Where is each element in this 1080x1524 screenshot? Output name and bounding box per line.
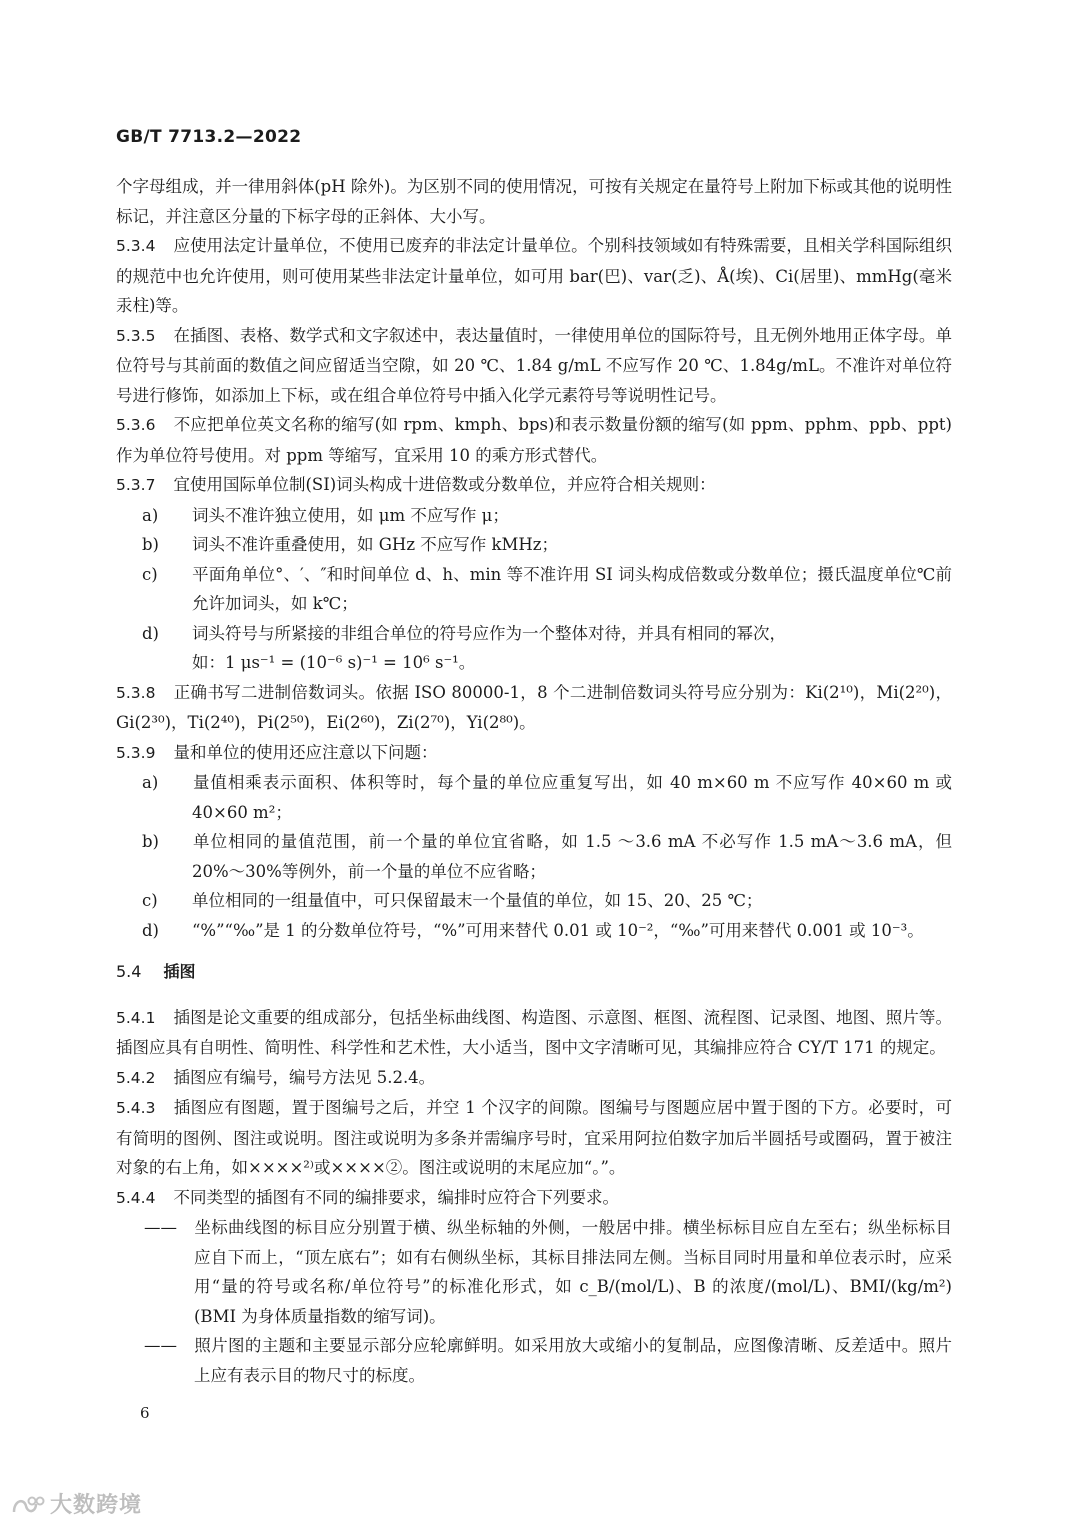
page-content — [116, 172, 952, 1390]
dash-item — [116, 1213, 952, 1331]
clause-number: 5.3.9 — [116, 743, 156, 762]
watermark-logo-icon — [10, 1494, 46, 1518]
section-heading — [116, 957, 952, 987]
list-text: 单位相同的量值范围，前一个量的单位宜省略，如 1.5 ～3.6 mA 不必写作 1.5 mA～3.6 mA，但 20%～30%等例外，前一个量的单位不应省略； — [192, 832, 952, 881]
clause-number: 5.3.8 — [116, 683, 156, 702]
page-number: 6 — [140, 1404, 150, 1422]
list-item — [116, 619, 952, 678]
list-label: a) — [142, 773, 159, 792]
clause-number: 5.4.4 — [116, 1188, 156, 1207]
clause-5-3-9 — [116, 738, 952, 769]
list-item — [116, 768, 952, 827]
list-item — [116, 916, 952, 946]
dash-label: —— — [144, 1218, 177, 1237]
list-item — [116, 560, 952, 619]
list-text: 量值相乘表示面积、体积等时，每个量的单位应重复写出，如 40 m×60 m 不应写作 40×60 m 或 40×60 m²； — [192, 773, 952, 822]
clause-number: 5.4.3 — [116, 1099, 156, 1117]
clause-text: 不同类型的插图有不同的编排要求，编排时应符合下列要求。 — [173, 1187, 619, 1207]
list-label: a) — [142, 505, 159, 525]
dash-label: —— — [144, 1336, 177, 1355]
list-label: d) — [142, 623, 159, 643]
list-label: c) — [142, 891, 158, 910]
watermark — [10, 1488, 142, 1519]
clause-5-4-3 — [116, 1093, 952, 1183]
continued-paragraph: 个字母组成，并一律用斜体(pH 除外)。为区别不同的使用情况，可按有关规定在量符号上附加下标或其他的说明性标记，并注意区分量的下标字母的正斜体、大小写。 — [116, 177, 952, 226]
clause-5-4-1 — [116, 1003, 952, 1063]
clause-5-3-6 — [116, 410, 952, 470]
list-text: “%”“‰”是 1 的分数单位符号，“%”可用来替代 0.01 或 10⁻²，“‰”可用来替代 0.001 或 10⁻³。 — [192, 920, 924, 940]
section-title: 插图 — [163, 962, 196, 981]
clause-text: 插图应有图题，置于图编号之后，并空 1 个汉字的间隙。图编号与图题应居中置于图的下方。必要时，可有简明的图例、图注或说明。图注或说明为多条并需编序号时，宜采用阿拉伯数字加后半圆括号或圈码，置于被注对象的右上角，如××××²⁾或××××②。图注或说明的末尾应加“。”。 — [116, 1098, 952, 1177]
list-label: c) — [142, 564, 158, 584]
clause-number: 5.4.1 — [116, 1008, 156, 1027]
dash-item — [116, 1331, 952, 1390]
list-label: b) — [142, 832, 159, 851]
clause-number: 5.3.7 — [116, 476, 156, 494]
clause-text: 正确书写二进制倍数词头。依据 ISO 80000-1，8 个二进制倍数词头符号应分别为：Ki(2¹⁰)，Mi(2²⁰)，Gi(2³⁰)，Ti(2⁴⁰)，Pi(2⁵⁰)，Ei(2⁶⁰)，Zi(2⁷⁰)，Yi(2⁸⁰)。 — [116, 682, 952, 732]
clause-text: 应使用法定计量单位，不使用已废弃的非法定计量单位。个别科技领域如有特殊需要，且相关学科国际组织的规范中也允许使用，则可使用某些非法定计量单位，如可用 bar(巴)、var(乏)、Å(埃)、Ci(居里)、mmHg(毫米汞柱)等。 — [116, 236, 952, 315]
list-label: d) — [142, 920, 159, 940]
standard-code-header: GB/T 7713.2—2022 — [116, 127, 302, 147]
clause-5-3-5 — [116, 321, 952, 411]
clause-5-3-4 — [116, 231, 952, 321]
list-item — [116, 886, 952, 916]
clause-5-3-7 — [116, 470, 952, 501]
dash-text: 坐标曲线图的标目应分别置于横、纵坐标轴的外侧，一般居中排。横坐标标目应自左至右；纵坐标标目应自下而上，“顶左底右”；如有右侧纵坐标，其标目排法同左侧。当标目同时用量和单位表示时，应采用“量的符号或名称/单位符号”的标准化形式，如 c_B/(mol/L)、B 的浓度/(mol/L)、BMI/(kg/m²)(BMI 为身体质量指数的缩写词)。 — [194, 1218, 952, 1326]
list-item — [116, 501, 952, 531]
clause-number: 5.4.2 — [116, 1068, 156, 1087]
list-text: 词头不准许独立使用，如 μm 不应写作 μ； — [192, 505, 509, 525]
clause-number: 5.3.5 — [116, 326, 156, 345]
list-text: 单位相同的一组量值中，可只保留最末一个量值的单位，如 15、20、25 ℃； — [192, 891, 763, 910]
list-text: 词头符号与所紧接的非组合单位的符号应作为一个整体对待，并具有相同的幂次， — [192, 623, 786, 643]
dash-text: 照片图的主题和主要显示部分应轮廓鲜明。如采用放大或缩小的复制品，应图像清晰、反差适中。照片上应有表示目的物尺寸的标度。 — [194, 1336, 952, 1385]
clause-5-4-2 — [116, 1063, 952, 1094]
clause-text: 插图应有编号，编号方法见 5.2.4。 — [173, 1067, 436, 1087]
clause-text: 量和单位的使用还应注意以下问题： — [173, 742, 438, 762]
clause-text: 宜使用国际单位制(SI)词头构成十进倍数或分数单位，并应符合相关规则： — [173, 475, 716, 494]
list-label: b) — [142, 535, 159, 554]
clause-number: 5.3.6 — [116, 416, 156, 434]
section-number: 5.4 — [116, 962, 142, 981]
list-text: 平面角单位°、′、″和时间单位 d、h、min 等不准许用 SI 词头构成倍数或分数单位；摄氏温度单位℃前允许加词头，如 k℃； — [192, 564, 952, 613]
clause-text: 不应把单位英文名称的缩写(如 rpm、kmph、bps)和表示数量份额的缩写(如 ppm、pphm、ppb、ppt)作为单位符号使用。对 ppm 等缩写，宜采用 10 的乘方形式替代。 — [116, 415, 952, 465]
clause-5-4-4 — [116, 1183, 952, 1214]
list-example: 如：1 μs⁻¹ = (10⁻⁶ s)⁻¹ = 10⁶ s⁻¹。 — [192, 653, 476, 672]
clause-number: 5.3.4 — [116, 237, 156, 255]
clause-text: 在插图、表格、数学式和文字叙述中，表达量值时，一律使用单位的国际符号，且无例外地用正体字母。单位符号与其前面的数值之间应留适当空隙，如 20 ℃、1.84 g/mL 不应写作 20 ℃、1.84g/mL。不准许对单位符号进行修饰，如添加上下标，或在组合单位符号中插入化学元素符号等说明性记号。 — [116, 325, 952, 405]
watermark-text: 大数跨境 — [50, 1493, 143, 1518]
list-item — [116, 827, 952, 886]
clause-5-3-8 — [116, 678, 952, 738]
list-item — [116, 530, 952, 560]
list-text: 词头不准许重叠使用，如 GHz 不应写作 kMHz； — [192, 535, 558, 554]
clause-text: 插图是论文重要的组成部分，包括坐标曲线图、构造图、示意图、框图、流程图、记录图、地图、照片等。插图应具有自明性、简明性、科学性和艺术性，大小适当，图中文字清晰可见，其编排应符合 CY/T 171 的规定。 — [116, 1007, 952, 1057]
